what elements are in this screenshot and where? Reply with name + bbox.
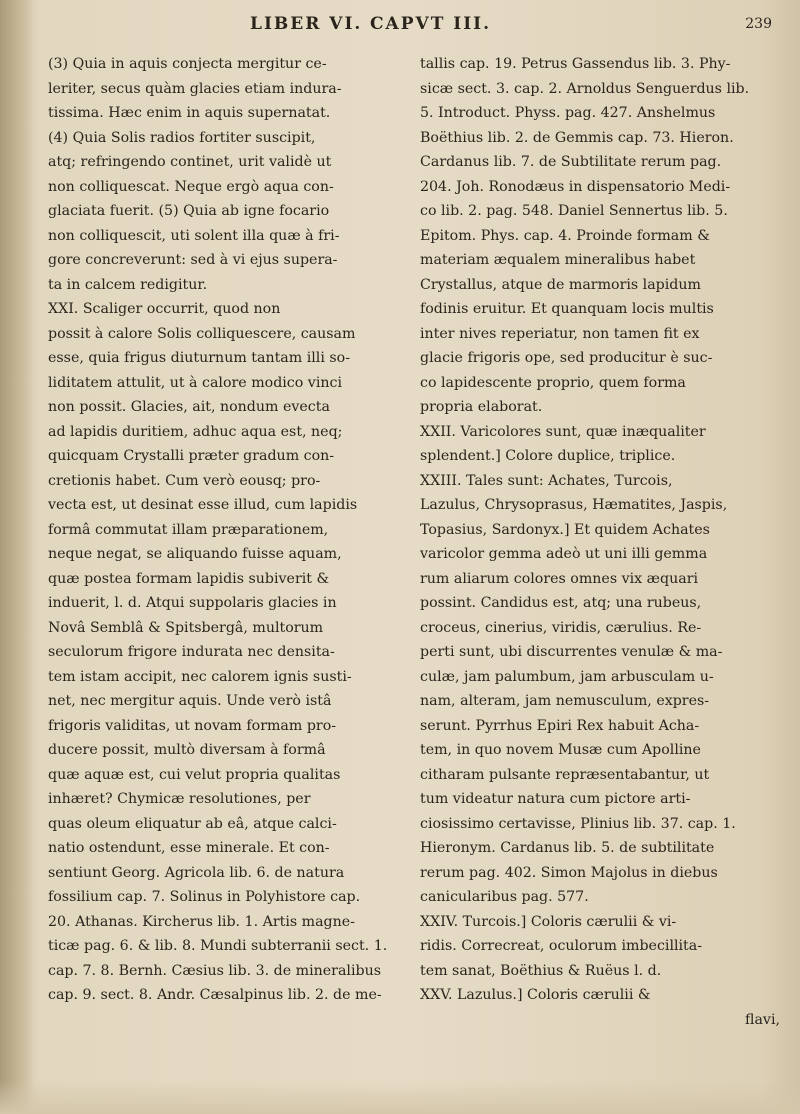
text-line: Novâ Semblâ & Spitsbergâ, multorum [48,619,324,636]
text-line: citharam pulsante repræsentabantur, ut [420,766,710,783]
text-line: frigoris validitas, ut novam formam pro- [48,717,337,734]
text-line: serunt. Pyrrhus Epiri Rex habuit Acha- [420,717,700,734]
text-line: tem sanat, Boëthius & Ruëus l. d. [420,962,662,979]
text-line: formâ commutat illam præparationem, [48,521,329,538]
text-line: liditatem attulit, ut à calore modico vinci [48,374,342,391]
text-line: Epitom. Phys. cap. 4. Proinde formam & [420,227,710,244]
text-line: possit à calore Solis colliquescere, causam [48,325,356,342]
text-line: leriter, secus quàm glacies etiam indura- [48,80,342,97]
text-line: croceus, cinerius, viridis, cærulius. Re- [420,619,702,636]
text-line: (4) Quia Solis radios fortiter suscipit, [48,129,316,146]
text-line: XXV. Lazulus.] Coloris cærulii & [420,987,651,1003]
text-line: XXII. Varicolores sunt, quæ inæqualiter [420,423,706,440]
text-line: non colliquescit, uti solent illa quæ à fri- [48,227,340,244]
left-text-column [48,52,394,1008]
text-line: cap. 7. 8. Bernh. Cæsius lib. 3. de mineralibus [48,962,381,979]
text-line: Topasius, Sardonyx.] Et quidem Achates [420,521,710,538]
text-line: tem istam accipit, nec calorem ignis susti- [48,668,352,685]
text-line: propria elaborat. [420,399,543,415]
text-line: cap. 9. sect. 8. Andr. Cæsalpinus lib. 2. de me- [48,987,382,1003]
text-line: inter nives reperiatur, non tamen fit ex [420,325,700,342]
running-header [180,14,780,42]
page-bottom-edge [0,1080,800,1114]
text-line: ta in calcem redigitur. [48,276,208,293]
text-line: materiam æqualem mineralibus habet [420,252,696,268]
text-line: varicolor gemma adeò ut uni illi gemma [420,546,708,562]
text-line: culæ, jam palumbum, jam arbusculam u- [420,668,714,685]
text-line: cretionis habet. Cum verò eousq; pro- [48,472,321,489]
right-text-column [420,52,790,1032]
text-line: ciosissimo certavisse, Plinius lib. 37. cap. 1. [420,815,736,832]
text-line: XXIII. Tales sunt: Achates, Turcois, [420,472,673,489]
text-line: tissima. Hæc enim in aquis supernatat. [48,105,331,121]
text-line: Lazulus, Chrysoprasus, Hæmatites, Jaspis, [420,497,728,513]
running-title-left: LIBER VI. [250,14,363,34]
text-line: neque negat, se aliquando fuisse aquam, [48,546,342,562]
text-line: tallis cap. 19. Petrus Gassendus lib. 3. Phy- [420,56,731,72]
text-line: natio ostendunt, esse minerale. Et con- [48,840,330,856]
text-line: rerum pag. 402. Simon Majolus in diebus [420,864,718,881]
text-line: 5. Introduct. Physs. pag. 427. Anshelmus [420,105,716,121]
text-line: induerit, l. d. Atqui suppolaris glacies in [48,595,337,611]
text-line: ducere possit, multò diversam à formâ [48,742,326,758]
text-line: net, nec mergitur aquis. Unde verò istâ [48,693,332,709]
text-line: glacie frigoris ope, sed producitur è suc- [420,350,713,366]
text-line: 20. Athanas. Kircherus lib. 1. Artis magne- [48,913,355,930]
text-line: sicæ sect. 3. cap. 2. Arnoldus Senguerdus lib. [420,80,750,97]
text-line: co lib. 2. pag. 548. Daniel Sennertus lib. 5. [420,203,728,219]
text-line: tem, in quo novem Musæ cum Apolline [420,742,701,758]
text-line: splendent.] Colore duplice, triplice. [420,448,676,464]
text-line: ticæ pag. 6. & lib. 8. Mundi subterranii sect. 1. [48,938,388,954]
text-line: non colliquescat. Neque ergò aqua con- [48,178,334,195]
text-line: inhæret? Chymicæ resolutiones, per [48,791,311,807]
text-line: 204. Joh. Ronodæus in dispensatorio Medi- [420,178,731,195]
text-line: quicquam Crystalli præter gradum con- [48,448,335,464]
text-line: sentiunt Georg. Agricola lib. 6. de natura [48,864,345,881]
text-line: Cardanus lib. 7. de Subtilitate rerum pag. [420,154,722,170]
page-gutter-shadow [0,0,34,1114]
text-line: quæ aquæ est, cui velut propria qualitas [48,766,341,783]
text-line: gore concreverunt: sed à vi ejus supera- [48,252,338,268]
text-line: canicularibus pag. 577. [420,889,589,905]
text-line: nam, alteram, jam nemusculum, expres- [420,693,710,709]
text-line: quas oleum eliquatur ab eâ, atque calci- [48,815,337,832]
text-line: possint. Candidus est, atq; una rubeus, [420,595,702,611]
running-title-right: CAPVT III. [370,14,492,34]
text-line: co lapidescente proprio, quem forma [420,374,686,391]
text-line: tum videatur natura cum pictore arti- [420,791,691,807]
text-line: Boëthius lib. 2. de Gemmis cap. 73. Hieron. [420,129,734,146]
text-line: ad lapidis duritiem, adhuc aqua est, neq; [48,423,343,440]
text-line: glaciata fuerit. (5) Quia ab igne focario [48,203,330,219]
text-line: rum aliarum colores omnes vix æquari [420,570,699,587]
text-line: (3) Quia in aquis conjecta mergitur ce- [48,56,327,72]
text-line: Hieronym. Cardanus lib. 5. de subtilitate [420,840,715,856]
text-line: XXI. Scaliger occurrit, quod non [48,301,281,317]
text-line: perti sunt, ubi discurrentes venulæ & ma- [420,644,723,660]
text-line: flavi, [745,1011,780,1028]
text-line: XXIV. Turcois.] Coloris cærulii & vi- [420,913,677,930]
page-number: 239 [745,16,772,32]
text-line: non possit. Glacies, ait, nondum evecta [48,399,330,415]
text-line: atq; refringendo continet, urit validè ut [48,154,332,170]
text-line: ridis. Correcreat, oculorum imbecillita- [420,938,703,954]
text-line: Crystallus, atque de marmoris lapidum [420,276,701,293]
text-line: quæ postea formam lapidis subiverit & [48,570,330,587]
text-line: vecta est, ut desinat esse illud, cum lapidis [48,497,358,513]
text-line: fodinis eruitur. Et quanquam locis multis [420,301,714,317]
text-line: seculorum frigore indurata nec densita- [48,644,335,660]
text-line: fossilium cap. 7. Solinus in Polyhistore cap. [48,889,361,905]
text-line: esse, quia frigus diuturnum tantam illi so- [48,350,350,366]
